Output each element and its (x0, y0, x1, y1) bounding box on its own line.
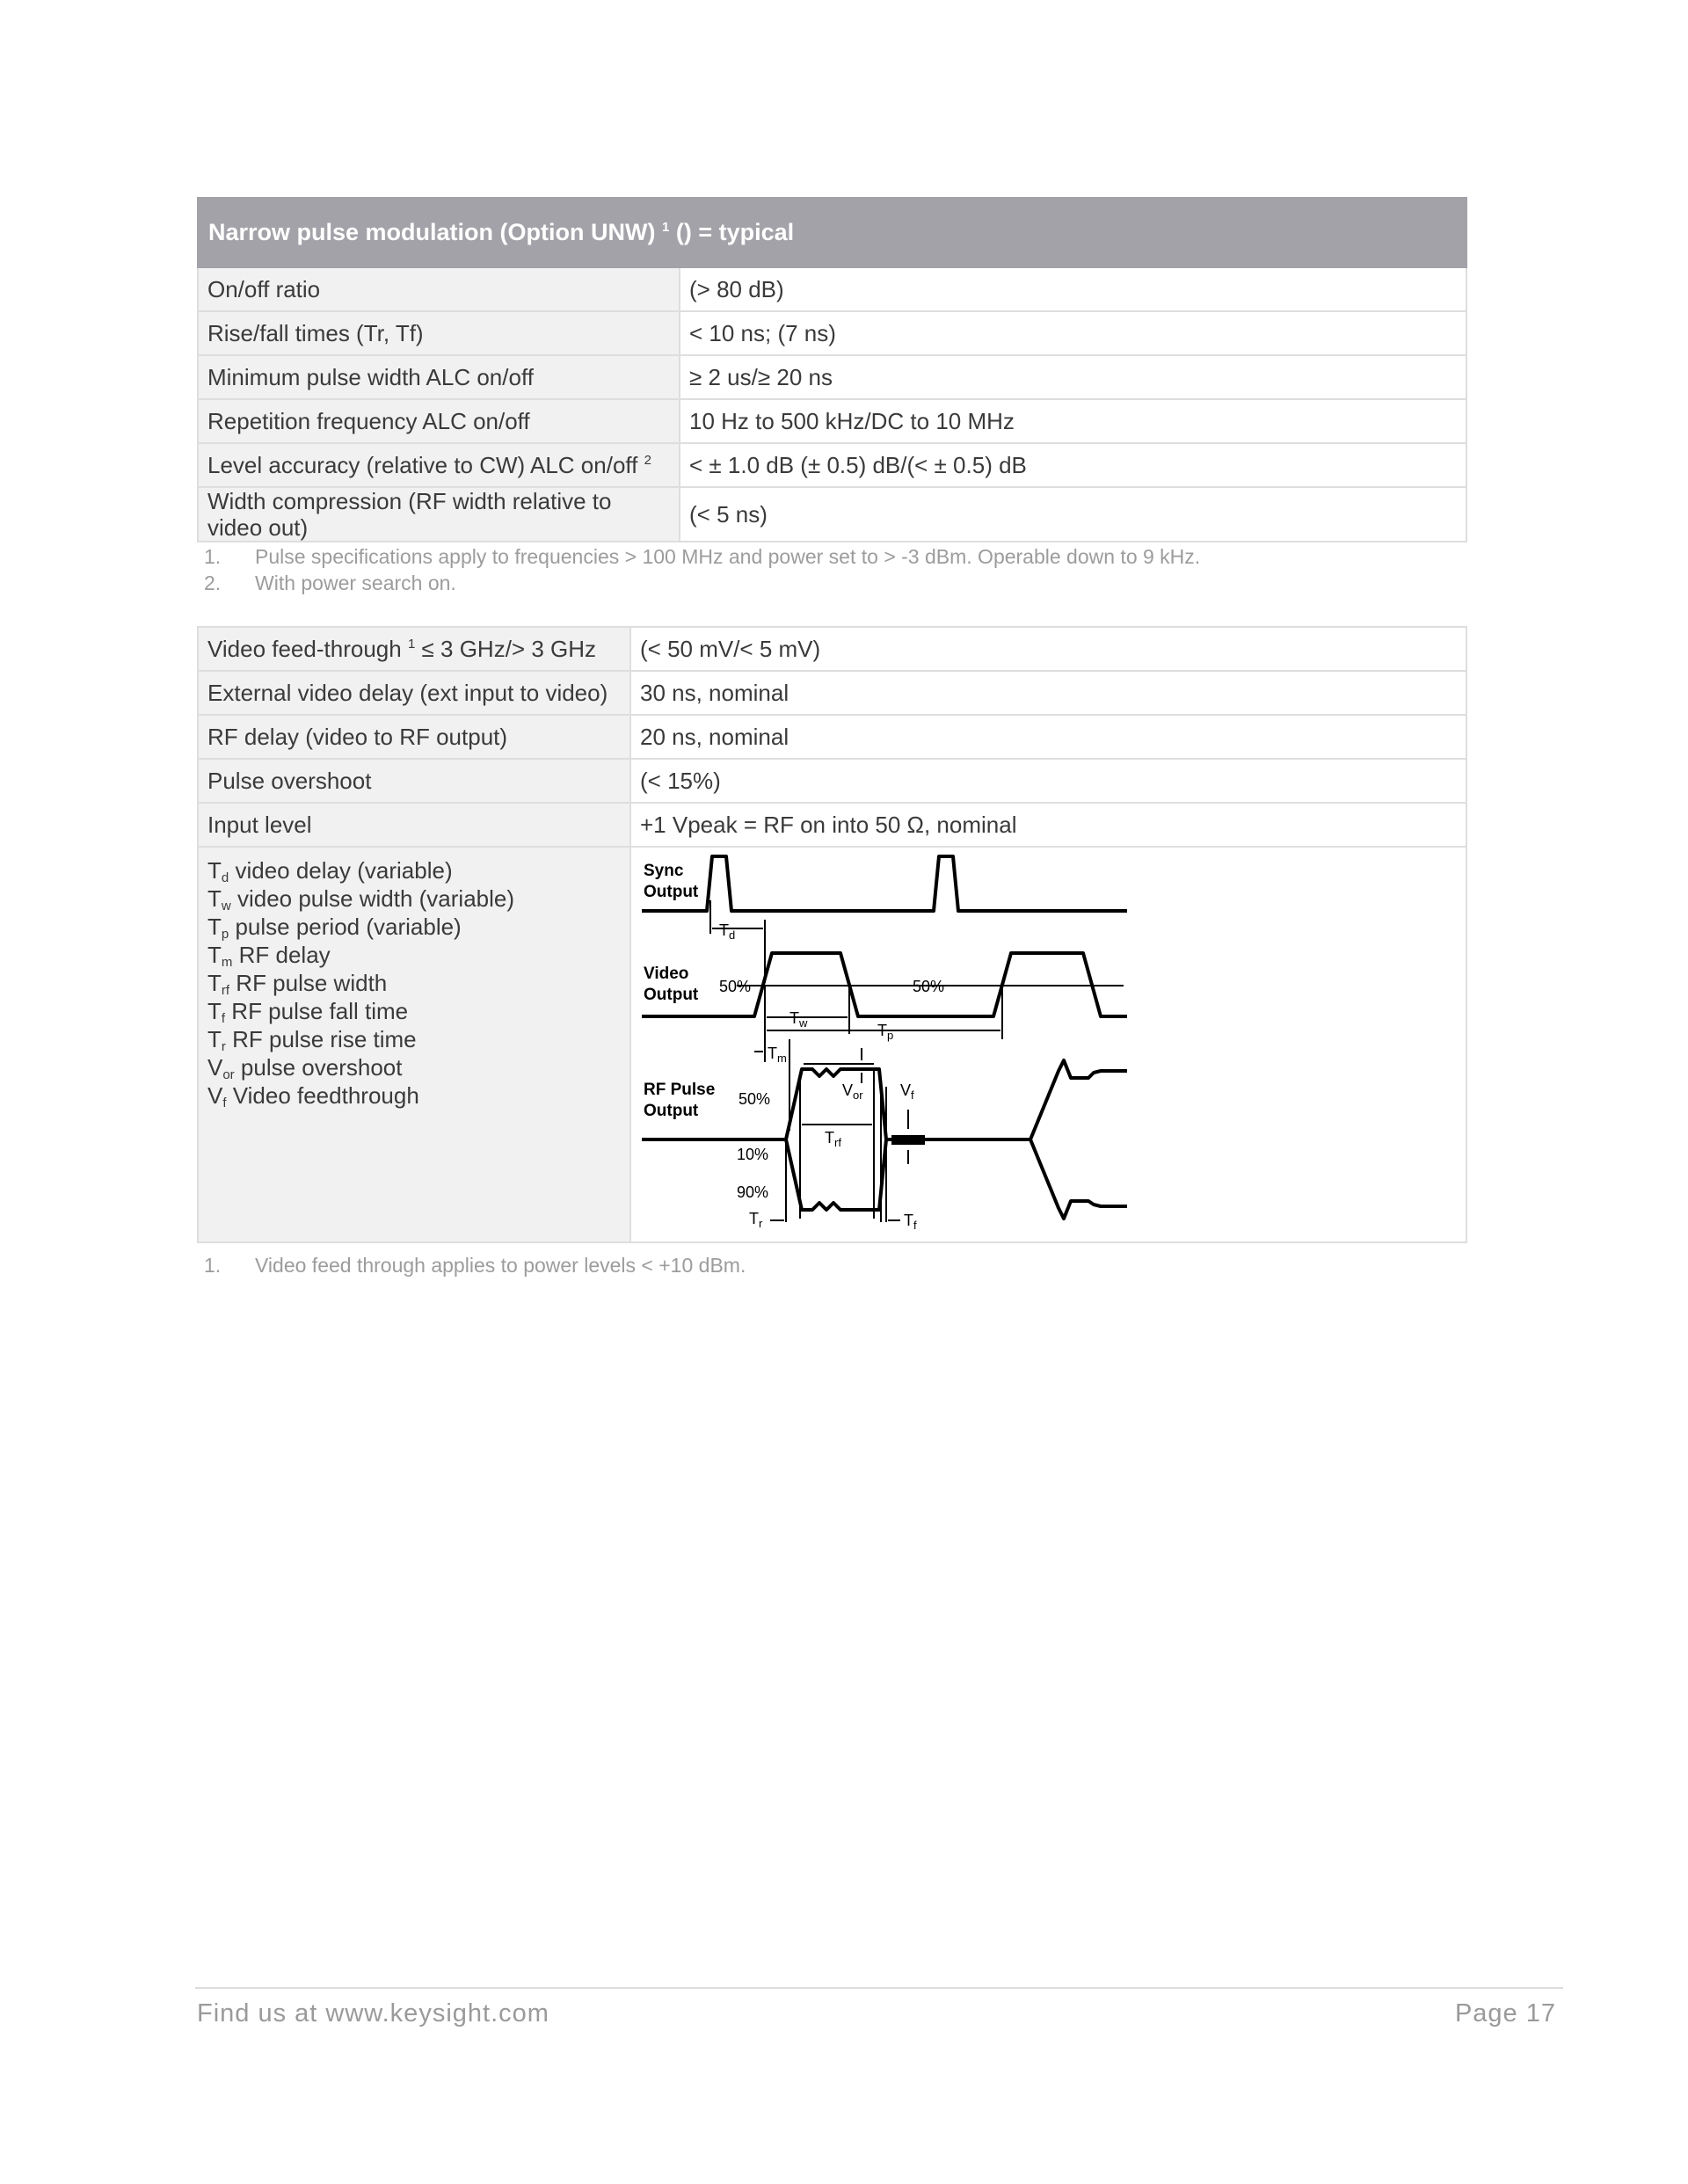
rf-90-label: 90% (737, 1183, 769, 1201)
row-value: < ± 1.0 dB (± 0.5) dB/(< ± 0.5) dB (680, 443, 1466, 487)
footer-divider (195, 1987, 1563, 1989)
legend-item: $T_r$ RF pulse rise time (207, 1026, 417, 1054)
timing-legend (198, 847, 630, 1242)
tr-label: $T_r$ (749, 1210, 763, 1230)
row-value: (< 5 ns) (680, 487, 1466, 542)
row-label: Pulse overshoot (198, 759, 630, 803)
rf-upper-envelope (642, 1060, 1127, 1139)
row-value: (< 15%) (630, 759, 1466, 803)
sync-label-1: Sync (644, 862, 684, 880)
legend-item: $V_f$ Video feedthrough (207, 1082, 419, 1110)
rf-50-label: 50% (738, 1090, 771, 1108)
legend-item: $T_m$ RF delay (207, 942, 331, 970)
row-value: ≥ 2 us/≥ 20 ns (680, 355, 1466, 399)
rf-lower-envelope (786, 1139, 1127, 1219)
rf-10-label: 10% (737, 1146, 769, 1163)
td-label: $T_d$ (719, 921, 736, 942)
footnote: 1. Pulse specifications apply to frequencies > 100 MHz and power set to > -3 dBm. Operable down to 9 kHz. (204, 545, 1201, 568)
table-row (198, 671, 1466, 715)
video-50-left: 50% (719, 978, 752, 995)
row-value: 10 Hz to 500 kHz/DC to 10 MHz (680, 399, 1466, 443)
table-row (198, 311, 1466, 355)
sync-waveform (642, 856, 1127, 911)
narrow-pulse-table (197, 197, 1467, 542)
table-row (198, 487, 1466, 542)
row-value: 30 ns, nominal (630, 671, 1466, 715)
row-label: Rise/fall times (Tr, Tf) (198, 311, 680, 355)
video-50-right: 50% (913, 978, 945, 995)
legend-item: $V_{or}$ pulse overshoot (207, 1054, 403, 1082)
row-label: Width compression (RF width relative to video out) (198, 487, 680, 542)
footer-website: Find us at www.keysight.com (197, 1999, 549, 2027)
table-row (198, 803, 1466, 847)
row-value: < 10 ns; (7 ns) (680, 311, 1466, 355)
footnote: 2. With power search on. (204, 571, 456, 594)
row-label: Repetition frequency ALC on/off (198, 399, 680, 443)
trf-label: $T_{rf}$ (825, 1129, 841, 1149)
row-label: Input level (198, 803, 630, 847)
legend-item: $T_{rf}$ RF pulse width (207, 970, 388, 998)
vf-label: $V_f$ (900, 1081, 914, 1102)
tm-label: $T_m$ (768, 1045, 787, 1065)
footnote: 1. Video feed through applies to power levels < +10 dBm. (204, 1254, 746, 1277)
row-value: +1 Vpeak = RF on into 50 Ω, nominal (630, 803, 1466, 847)
video-pulse-table (197, 626, 1467, 1243)
legend-item: $T_d$ video delay (variable) (207, 857, 453, 885)
row-label: Minimum pulse width ALC on/off (198, 355, 680, 399)
video-label-1: Video (644, 965, 689, 983)
timing-diagram-cell (630, 847, 1466, 1242)
sync-label-2: Output (644, 883, 699, 901)
table-row (198, 267, 1466, 311)
row-label: On/off ratio (198, 267, 680, 311)
table-row (198, 847, 1466, 1242)
feedthrough-bar (891, 1135, 925, 1145)
pulse-timing-diagram (631, 848, 1141, 1240)
video-label-2: Output (644, 986, 699, 1004)
table-row (198, 355, 1466, 399)
rf-label-1: RF Pulse (644, 1081, 716, 1099)
table1-footnotes (204, 543, 1200, 596)
tf-label: $T_f$ (904, 1212, 917, 1232)
legend-item: $T_f$ RF pulse fall time (207, 998, 409, 1026)
row-label: Level accuracy (relative to CW) ALC on/off $^2$ (198, 443, 680, 487)
row-label: RF delay (video to RF output) (198, 715, 630, 759)
legend-item: $T_w$ video pulse width (variable) (207, 885, 515, 914)
table2-footnotes (204, 1252, 746, 1278)
table-row (198, 759, 1466, 803)
table-header: Narrow pulse modulation (Option UNW) $^1$ () = typical (198, 198, 1466, 267)
row-value: (< 50 mV/< 5 mV) (630, 627, 1466, 671)
row-label: Video feed-through $^1$ ≤ 3 GHz/> 3 GHz (198, 627, 630, 671)
tp-label: $T_p$ (877, 1022, 894, 1042)
table-row (198, 715, 1466, 759)
table-row (198, 443, 1466, 487)
tw-label: $T_w$ (789, 1009, 808, 1030)
row-value: (> 80 dB) (680, 267, 1466, 311)
page-number: Page 17 (1454, 1999, 1556, 2027)
vor-label: $V_{or}$ (842, 1081, 863, 1102)
rf-label-2: Output (644, 1102, 699, 1120)
table-row (198, 627, 1466, 671)
table-row (198, 399, 1466, 443)
row-value: 20 ns, nominal (630, 715, 1466, 759)
row-label: External video delay (ext input to video) (198, 671, 630, 715)
legend-item: $T_p$ pulse period (variable) (207, 914, 462, 942)
